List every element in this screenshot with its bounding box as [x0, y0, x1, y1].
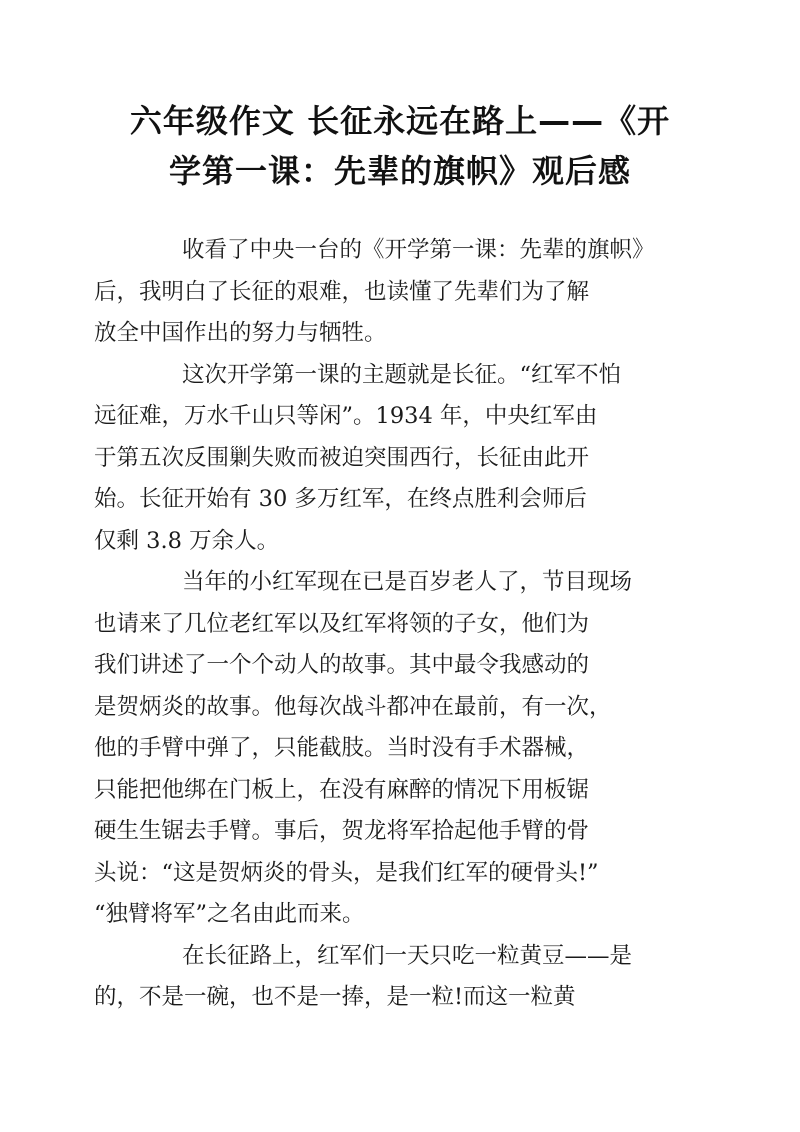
text-line: 放全中国作出的努力与牺牲。	[94, 320, 387, 346]
text-line: 硬生生锯去手臂。事后，贺龙将军拾起他手臂的骨	[94, 818, 590, 844]
text-line: 始。长征开始有 30 多万红军，在终点胜利会师后	[94, 486, 587, 512]
page-title	[90, 96, 710, 196]
text-line: 我们讲述了一个个动人的故事。其中最令我感动的	[94, 652, 590, 678]
title-line-2: 学第一课：先辈的旗帜》观后感	[168, 152, 631, 190]
text-line: 在长征路上，红军们一天只吃一粒黄豆——是	[182, 942, 633, 969]
title-line-1: 六年级作文 长征永远在路上——《开	[129, 102, 671, 140]
text-line: 于第五次反围剿失败而被迫突围西行，长征由此开	[94, 444, 590, 471]
text-line: 收看了中央一台的《开学第一课：先辈的旗帜》	[182, 237, 655, 263]
text-line: 仅剩 3.8 万余人。	[94, 527, 280, 554]
paragraph	[94, 562, 698, 936]
text-line: 当年的小红军现在已是百岁老人了，节目现场	[182, 569, 633, 595]
text-line: 的，不是一碗，也不是一捧，是一粒!而这一粒黄	[94, 984, 576, 1010]
paragraph	[94, 355, 698, 563]
paragraph	[94, 230, 698, 355]
text-line: 只能把他绑在门板上，在没有麻醉的情况下用板锯	[94, 776, 590, 803]
article-body	[94, 230, 698, 1019]
text-line: 头说：“这是贺炳炎的骨头，是我们红军的硬骨头!”	[94, 859, 599, 886]
text-line: 他的手臂中弹了，只能截肢。当时没有手术器械，	[94, 735, 590, 761]
text-line: 是贺炳炎的故事。他每次战斗都冲在最前，有一次，	[94, 693, 612, 720]
text-line: 后，我明白了长征的艰难，也读懂了先辈们为了解	[94, 278, 590, 305]
paragraph	[94, 936, 698, 1019]
text-line: “独臂将军”之名由此而来。	[94, 901, 365, 927]
text-line: 也请来了几位老红军以及红军将领的子女，他们为	[94, 610, 590, 637]
text-line: 这次开学第一课的主题就是长征。“红军不怕	[182, 361, 622, 388]
text-line: 远征难，万水千山只等闲”。1934 年，中央红军由	[94, 403, 598, 429]
